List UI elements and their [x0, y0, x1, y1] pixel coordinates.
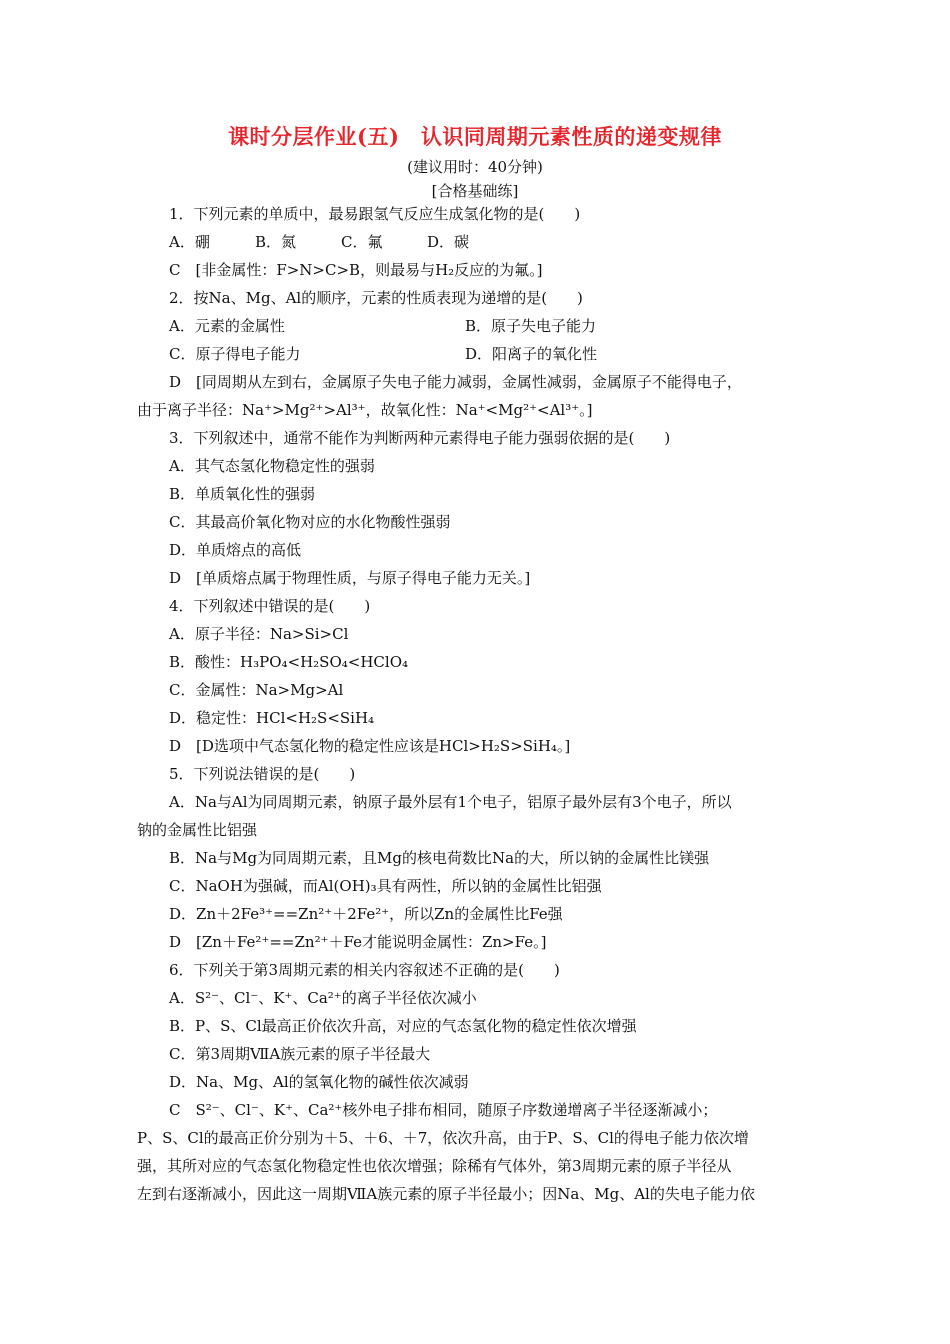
question-1-answer: C [非金属性：F>N>C>B，则最易与H₂反应的为氟。] [169, 261, 543, 279]
question-2-answer-line-2: 由于离子半径：Na⁺>Mg²⁺>Al³⁺，故氧化性：Na⁺<Mg²⁺<Al³⁺。] [137, 401, 593, 419]
question-6-answer-line-4: 左到右逐渐减小，因此这一周期ⅦA族元素的原子半径最小；因Na、Mg、Al的失电子能力依 [137, 1185, 755, 1203]
q1-option-d: D．碳 [427, 233, 470, 251]
question-6-answer-line-3: 强，其所对应的气态氢化物稳定性也依次增强；除稀有气体外，第3周期元素的原子半径从 [137, 1157, 732, 1175]
question-3-stem: 3．下列叙述中，通常不能作为判断两种元素得电子能力强弱依据的是( ) [169, 429, 671, 447]
question-4-answer: D [D选项中气态氢化物的稳定性应该是HCl>H₂S>SiH₄。] [169, 737, 571, 755]
section-heading: [合格基础练] [431, 182, 519, 200]
q4-option-d: D．稳定性：HCl<H₂S<SiH₄ [169, 709, 375, 727]
q5-option-a-line-1: A．Na与Al为同周期元素，钠原子最外层有1个电子，铝原子最外层有3个电子，所以 [169, 793, 732, 811]
q5-option-c: C．NaOH为强碱，而Al(OH)₃具有两性，所以钠的金属性比铝强 [169, 877, 602, 895]
page-title: 课时分层作业(五) 认识同周期元素性质的递变规律 [228, 124, 722, 149]
q6-option-b: B．P、S、Cl最高正价依次升高，对应的气态氢化物的稳定性依次增强 [169, 1017, 637, 1035]
q6-option-a: A．S²⁻、Cl⁻、K⁺、Ca²⁺的离子半径依次减小 [169, 989, 477, 1007]
q2-option-b: B．原子失电子能力 [465, 317, 597, 335]
time-suggestion: (建议用时：40分钟) [407, 158, 543, 176]
question-2-options-ab [137, 312, 817, 340]
question-5-stem: 5．下列说法错误的是( ) [169, 765, 356, 783]
q1-option-b: B．氮 [255, 233, 297, 251]
q4-option-b: B．酸性：H₃PO₄<H₂SO₄<HClO₄ [169, 653, 409, 671]
q3-option-a: A．其气态氢化物稳定性的强弱 [169, 457, 375, 475]
q2-option-a: A．元素的金属性 [169, 317, 285, 335]
q3-option-d: D．单质熔点的高低 [169, 541, 302, 559]
q4-option-c: C．金属性：Na>Mg>Al [169, 681, 344, 699]
question-1-options [137, 228, 817, 256]
q3-option-c: C．其最高价氧化物对应的水化物酸性强弱 [169, 513, 451, 531]
question-4-stem: 4．下列叙述中错误的是( ) [169, 597, 371, 615]
question-2-options-cd [137, 340, 817, 368]
q3-option-b: B．单质氧化性的强弱 [169, 485, 316, 503]
q5-option-a-line-2: 钠的金属性比铝强 [137, 821, 258, 839]
question-5-answer: D [Zn＋Fe²⁺==Zn²⁺＋Fe才能说明金属性：Zn>Fe。] [169, 933, 547, 951]
q1-option-c: C．氟 [341, 233, 383, 251]
q5-option-b: B．Na与Mg为同周期元素，且Mg的核电荷数比Na的大，所以钠的金属性比镁强 [169, 849, 710, 867]
q2-option-c: C．原子得电子能力 [169, 345, 301, 363]
q2-option-d: D．阳离子的氧化性 [465, 345, 598, 363]
q4-option-a: A．原子半径：Na>Si>Cl [169, 625, 349, 643]
question-1-stem: 1．下列元素的单质中，最易跟氢气反应生成氢化物的是( ) [169, 205, 581, 223]
question-2-stem: 2．按Na、Mg、Al的顺序，元素的性质表现为递增的是( ) [169, 289, 583, 307]
question-list [137, 200, 817, 1208]
question-3-answer: D [单质熔点属于物理性质，与原子得电子能力无关。] [169, 569, 531, 587]
question-2-answer-line-1: D [同周期从左到右，金属原子失电子能力减弱，金属性减弱，金属原子不能得电子， [169, 373, 742, 391]
q6-option-d: D．Na、Mg、Al的氢氧化物的碱性依次减弱 [169, 1073, 469, 1091]
q5-option-d: D．Zn＋2Fe³⁺==Zn²⁺＋2Fe²⁺，所以Zn的金属性比Fe强 [169, 905, 563, 923]
question-6-answer-line-2: P、S、Cl的最高正价分别为＋5、＋6、＋7，依次升高，由于P、S、Cl的得电子能力依次增 [137, 1129, 749, 1147]
q1-option-a: A．硼 [169, 233, 210, 251]
q6-option-c: C．第3周期ⅦA族元素的原子半径最大 [169, 1045, 431, 1063]
question-6-answer-line-1: C S²⁻、Cl⁻、K⁺、Ca²⁺核外电子排布相同，随原子序数递增离子半径逐渐减小； [169, 1101, 718, 1119]
question-6-stem: 6．下列关于第3周期元素的相关内容叙述不正确的是( ) [169, 961, 560, 979]
